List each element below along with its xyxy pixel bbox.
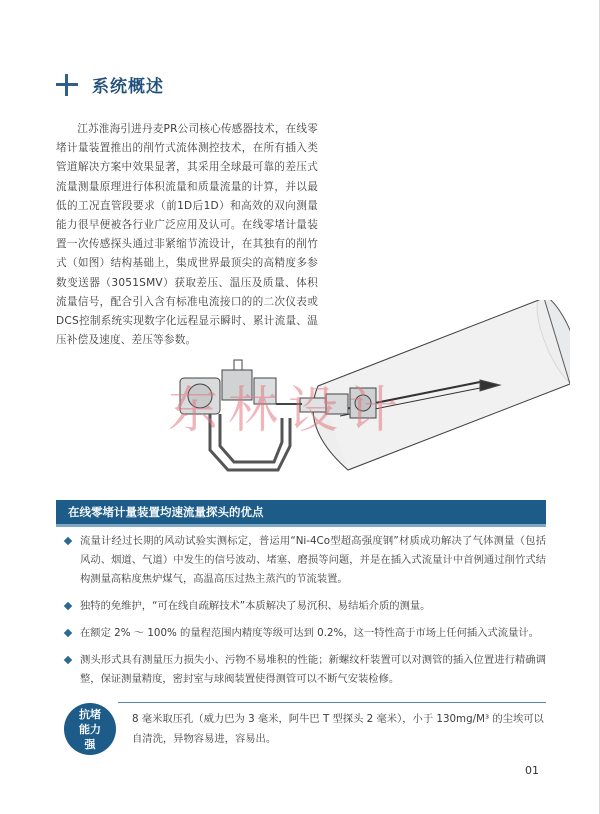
diamond-bullet-icon: [64, 656, 72, 664]
advantages-banner: [56, 500, 546, 527]
callout-divider: [118, 702, 546, 703]
anti-blockage-badge: [64, 703, 116, 755]
advantages-list: [64, 532, 546, 697]
badge-label: 抗堵能力强: [79, 707, 101, 751]
list-item: [64, 651, 546, 689]
list-item-text: 独特的免维护，“可在线自疏解技术”本质解决了易沉积、易结垢介质的测量。: [80, 600, 431, 612]
banner-title: 在线零堵计量装置均速流量探头的优点: [68, 505, 264, 519]
list-item: [64, 532, 546, 589]
callout-text: 8 毫米取压孔（威力巴为 3 毫米，阿牛巴 T 型探头 2 毫米），小于 130mg/M³ 的尘埃可以自清洗，异物容易进，容易出。: [132, 713, 544, 745]
list-item-text: 流量计经过长期的风动试验实测标定，普运用“Ni-4Co型超高强度钢”材质成功解决了气体测量（包括风动、烟道、气道）中发生的信号波动、堵塞、磨损等问题，并是在插入式流量计中首例通过削竹式结构测量高粘度焦炉煤气，高温高压过热主蒸汽的节流装置。: [80, 535, 546, 585]
list-item: [64, 597, 546, 616]
diamond-bullet-icon: [64, 629, 72, 637]
watermark: 东林设计: [168, 381, 408, 439]
list-item-text: 在额定 2% ～ 100% 的量程范围内精度等级可达到 0.2%，这一特性高于市场上任何插入式流量计。: [80, 627, 539, 639]
list-item-text: 测头形式具有测量压力损失小、污物不易堆积的性能；新螺纹杆装置可以对测管的插入位置进行精确调整，保证测量精度，密封室与球阀装置使得测管可以不断气安装检修。: [80, 654, 546, 685]
diamond-bullet-icon: [64, 537, 72, 545]
plus-icon: [56, 74, 78, 96]
list-item: [64, 624, 546, 643]
intro-text: 江苏淮海引进丹麦PR公司核心传感器技术，在线零堵计量装置推出的削竹式流体测控技术，在所有插入类管道解决方案中效果显著，其采用全球最可靠的差压式流量测量原理进行体积流量和质量流量的计算，并以最低的工况直管段要求（前1D后1D）和高效的双向测量能力很早便被各行业广泛应用及认可。在线零堵计量装置一次传感探头通过非紧缩节流设计，在其独有的削竹式（如图）结构基础上，集成世界最顶尖的高精度多参数变送器（3051SMV）获取差压、温压及质量、体积流量信号，配合引入含有标准电流接口的的二次仪表或DCS控制系统实现数字化远程显示瞬时、累计流量、温压补偿及速度、差压等参数。: [56, 123, 319, 347]
section-title: 系统概述: [92, 77, 164, 97]
page-number: 01: [525, 764, 539, 777]
diamond-bullet-icon: [64, 602, 72, 610]
